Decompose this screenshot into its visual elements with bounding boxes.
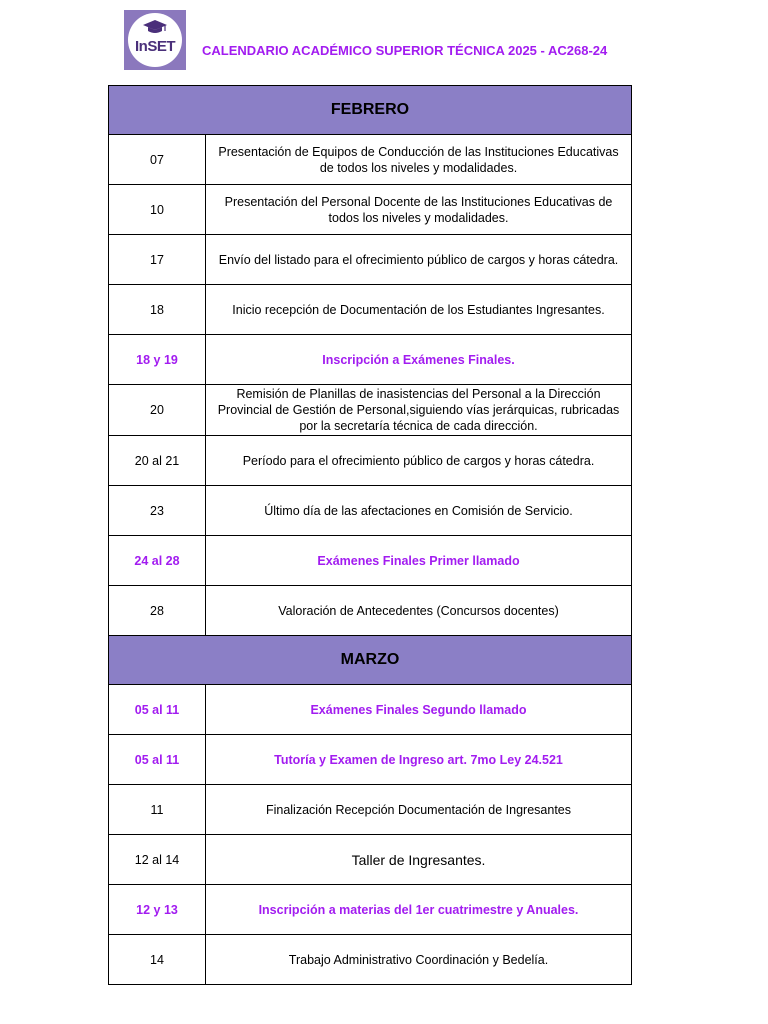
event-date: 10	[109, 185, 206, 235]
event-date: 23	[109, 486, 206, 536]
graduation-cap-icon	[142, 19, 168, 35]
table-row	[109, 835, 632, 885]
document-title: CALENDARIO ACADÉMICO SUPERIOR TÉCNICA 2025 - AC268-24	[202, 43, 608, 58]
event-description: Exámenes Finales Primer llamado	[206, 536, 632, 586]
event-description: Presentación del Personal Docente de las Instituciones Educativas de todos los niveles y modalidades.	[206, 185, 632, 235]
month-header: MARZO	[109, 636, 632, 685]
table-row	[109, 735, 632, 785]
event-date: 07	[109, 135, 206, 185]
table-row	[109, 285, 632, 335]
event-description: Presentación de Equipos de Conducción de las Instituciones Educativas de todos los niveles y modalidades.	[206, 135, 632, 185]
event-date: 20	[109, 385, 206, 436]
table-row	[109, 486, 632, 536]
event-description: Inscripción a materias del 1er cuatrimestre y Anuales.	[206, 885, 632, 935]
logo-text: InSET	[134, 38, 175, 55]
event-description: Remisión de Planillas de inasistencias del Personal a la Dirección Provincial de Gestión de Personal,siguiendo vías jerárquicas, rubricadas por la secretaría técnica de cada dirección.	[206, 385, 632, 436]
table-row	[109, 685, 632, 735]
event-date: 17	[109, 235, 206, 285]
table-row	[109, 135, 632, 185]
event-description: Último día de las afectaciones en Comisión de Servicio.	[206, 486, 632, 536]
event-description: Inscripción a Exámenes Finales.	[206, 335, 632, 385]
event-date: 20 al 21	[109, 436, 206, 486]
event-date: 05 al 11	[109, 735, 206, 785]
event-date: 12 al 14	[109, 835, 206, 885]
table-row	[109, 536, 632, 586]
event-description: Valoración de Antecedentes (Concursos docentes)	[206, 586, 632, 636]
table-row	[109, 885, 632, 935]
table-row	[109, 385, 632, 436]
event-description: Exámenes Finales Segundo llamado	[206, 685, 632, 735]
event-date: 14	[109, 935, 206, 985]
event-description: Taller de Ingresantes.	[206, 835, 632, 885]
event-description: Envío del listado para el ofrecimiento público de cargos y horas cátedra.	[206, 235, 632, 285]
event-description: Finalización Recepción Documentación de Ingresantes	[206, 785, 632, 835]
inset-logo	[124, 10, 186, 70]
event-description: Trabajo Administrativo Coordinación y Bedelía.	[206, 935, 632, 985]
event-date: 24 al 28	[109, 536, 206, 586]
table-row	[109, 185, 632, 235]
logo-badge	[128, 13, 182, 67]
table-row	[109, 436, 632, 486]
month-header-row	[109, 86, 632, 135]
table-row	[109, 335, 632, 385]
event-date: 12 y 13	[109, 885, 206, 935]
event-date: 28	[109, 586, 206, 636]
month-header: FEBRERO	[109, 86, 632, 135]
event-date: 18 y 19	[109, 335, 206, 385]
event-description: Tutoría y Examen de Ingreso art. 7mo Ley 24.521	[206, 735, 632, 785]
table-row	[109, 935, 632, 985]
event-date: 18	[109, 285, 206, 335]
table-row	[109, 586, 632, 636]
table-row	[109, 785, 632, 835]
month-header-row	[109, 636, 632, 685]
event-date: 05 al 11	[109, 685, 206, 735]
academic-calendar-table	[108, 85, 632, 985]
table-row	[109, 235, 632, 285]
event-description: Inicio recepción de Documentación de los Estudiantes Ingresantes.	[206, 285, 632, 335]
event-description: Período para el ofrecimiento público de cargos y horas cátedra.	[206, 436, 632, 486]
event-date: 11	[109, 785, 206, 835]
